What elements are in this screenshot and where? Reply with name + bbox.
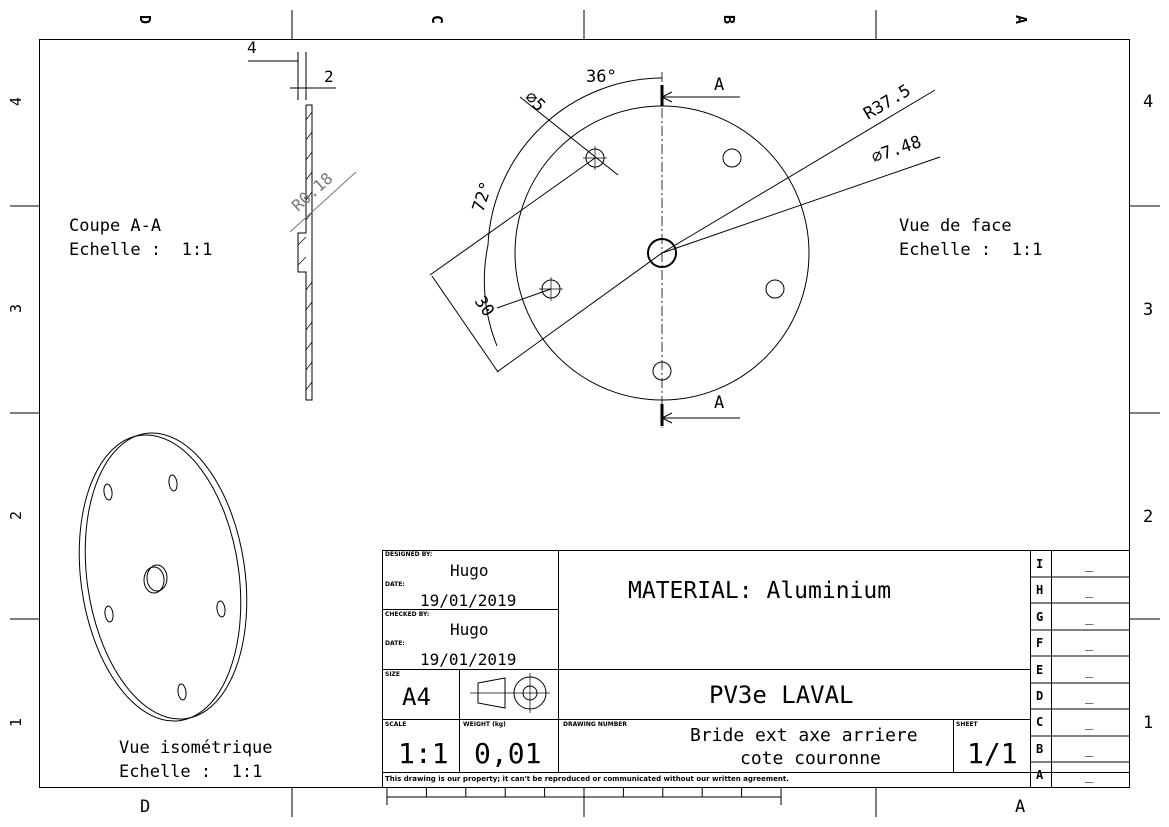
zone-label-left-3: 3	[7, 303, 26, 314]
dim-center-dia: ⌀7.48	[869, 132, 925, 168]
zone-label-top-b: B	[720, 14, 739, 25]
zone-label-left-4: 4	[7, 96, 26, 107]
revision-letter: C	[1036, 715, 1044, 730]
dim-hole-dia: ⌀5	[520, 87, 550, 117]
revision-value: _	[1085, 661, 1094, 678]
material: MATERIAL: Aluminium	[628, 578, 892, 604]
revision-value: _	[1085, 556, 1094, 572]
revision-letter: D	[1036, 689, 1044, 703]
zone-label-bottom-d: D	[140, 797, 151, 817]
dim-72-deg: 72°	[468, 179, 498, 215]
revision-letter: I	[1036, 557, 1044, 571]
front-view	[430, 72, 940, 428]
revision-value: _	[1085, 635, 1094, 652]
checked-by-label: CHECKED BY:	[385, 611, 430, 618]
drawing-number-label: DRAWING NUMBER	[563, 721, 628, 728]
front-view-title: Vue de face	[899, 216, 1012, 236]
revision-letter: E	[1036, 662, 1044, 677]
weight-value: 0,01	[474, 737, 542, 770]
checked-date-value: 19/01/2019	[420, 650, 517, 669]
dim-4: 4	[247, 38, 257, 57]
hole	[766, 280, 784, 298]
revision-letter: B	[1036, 741, 1044, 756]
dim-30: 30	[469, 292, 499, 321]
revision-value: _	[1085, 740, 1094, 757]
revision-value: _	[1085, 582, 1094, 599]
designed-by-value: Hugo	[450, 561, 489, 580]
section-view	[248, 52, 356, 400]
inner-border	[40, 40, 1130, 788]
checked-by-value: Hugo	[450, 620, 489, 639]
iso-view-title: Vue isométrique	[119, 738, 273, 758]
scale-label: SCALE	[385, 721, 407, 728]
dim-36-deg: 36°	[586, 67, 617, 87]
scale-ruler-ticks	[387, 788, 781, 797]
section-mark-top: A	[714, 75, 725, 95]
zone-label-top-c: C	[428, 14, 447, 25]
disclaimer: This drawing is our property; it can't be reproduced or communicated without our written agreement.	[385, 775, 789, 783]
checked-date-label: DATE:	[385, 640, 405, 647]
revision-value: _	[1085, 608, 1094, 625]
designed-date-label: DATE:	[385, 581, 405, 588]
isometric-view	[62, 422, 265, 731]
zone-label-top-a: A	[1012, 14, 1031, 25]
zone-label-right-1: 1	[1143, 713, 1154, 733]
dim-2: 2	[324, 67, 334, 86]
drawing-title-line1: Bride ext axe arriere	[690, 725, 918, 746]
designed-date-value: 19/01/2019	[420, 591, 517, 610]
iso-view-scale-label: Echelle : 1:1	[119, 762, 263, 782]
front-view-scale-label: Echelle : 1:1	[899, 240, 1043, 260]
zone-label-left-1: 1	[7, 717, 26, 728]
zone-label-right-3: 3	[1143, 300, 1154, 320]
sheet-value: 1/1	[967, 737, 1018, 770]
scale-value: 1:1	[398, 737, 449, 770]
drawing-title-line2: cote couronne	[740, 748, 881, 769]
project-name: PV3e LAVAL	[709, 681, 854, 709]
section-view-title: Coupe A-A	[69, 216, 162, 236]
size-value: A4	[402, 683, 431, 711]
zone-label-left-2: 2	[7, 510, 26, 521]
revision-letter: A	[1036, 768, 1044, 783]
dim-radius-section: R0.18	[287, 168, 337, 215]
revision-value: _	[1085, 714, 1094, 731]
dim-r37: R37.5	[860, 80, 915, 125]
revision-value: _	[1085, 767, 1094, 784]
zone-label-top-d: D	[136, 14, 155, 25]
projection-symbol-icon	[470, 673, 550, 713]
section-mark-bottom: A	[714, 393, 725, 413]
revision-letter: F	[1036, 636, 1044, 651]
weight-label: WEIGHT (kg)	[463, 721, 506, 728]
revision-letter: H	[1036, 583, 1044, 598]
zone-label-right-2: 2	[1143, 507, 1154, 527]
sheet-label: SHEET	[956, 721, 978, 728]
zone-label-bottom-a: A	[1015, 797, 1026, 817]
hole	[723, 149, 741, 167]
revision-letter: G	[1036, 609, 1044, 624]
zone-label-right-4: 4	[1143, 92, 1154, 112]
designed-by-label: DESIGNED BY:	[385, 551, 433, 558]
section-view-scale-label: Echelle : 1:1	[69, 240, 213, 260]
size-label: SIZE	[385, 671, 401, 678]
revision-value: _	[1085, 688, 1094, 704]
